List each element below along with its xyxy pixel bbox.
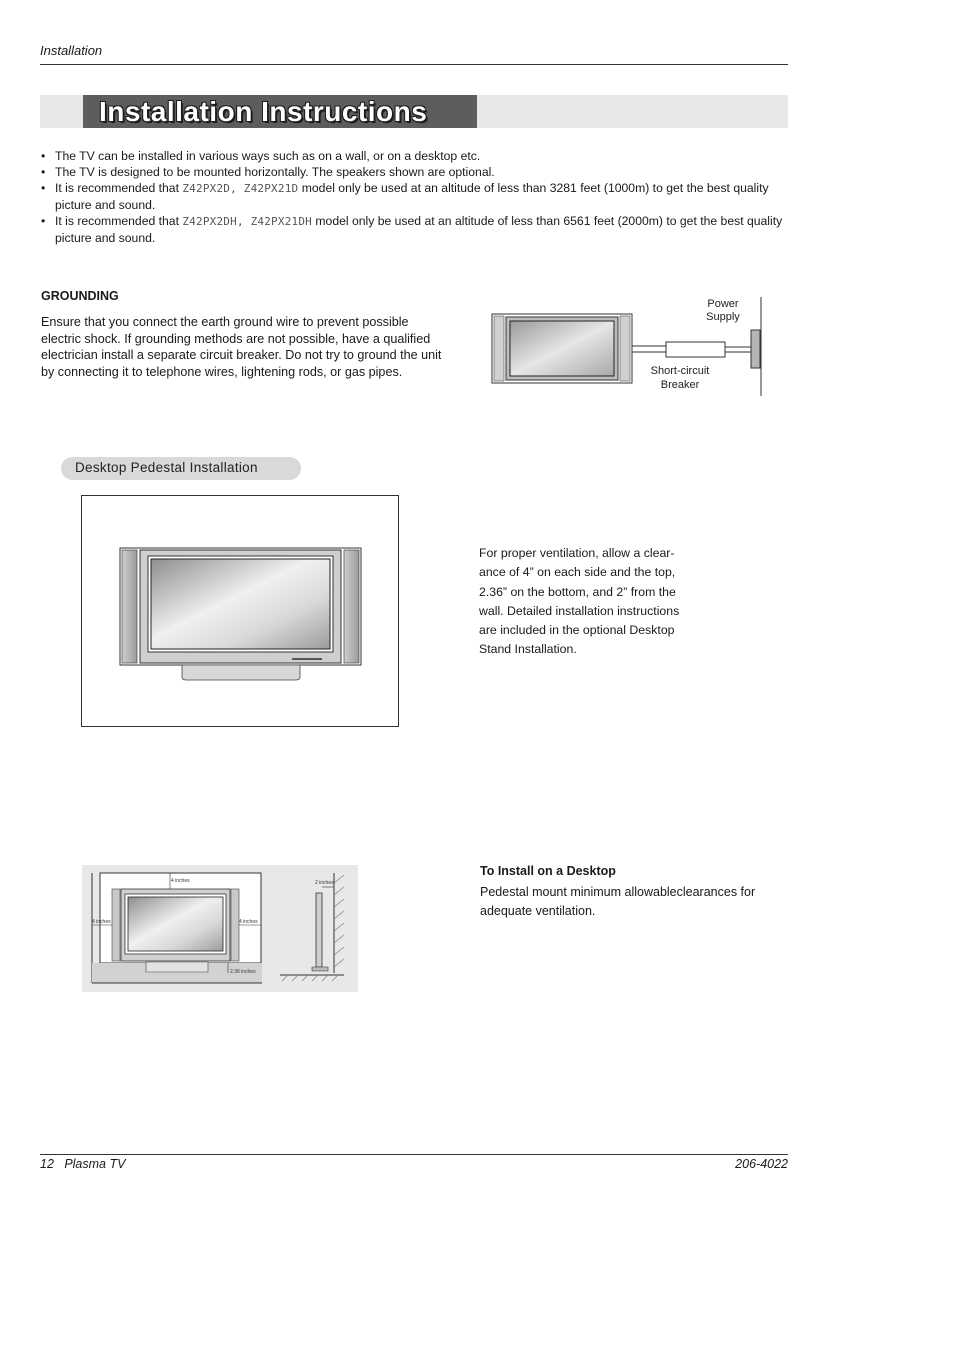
right-speaker xyxy=(344,550,359,663)
running-header: Installation xyxy=(40,43,103,58)
bullet-item: • The TV is designed to be mounted horizontally. The speakers shown are optional. xyxy=(41,165,495,179)
title-box xyxy=(83,95,477,128)
clearance-diagram xyxy=(82,865,358,992)
breaker-box xyxy=(666,342,725,357)
power-supply-label-2: Supply xyxy=(706,311,740,323)
tv-illustration-frame xyxy=(81,495,399,727)
section-pill xyxy=(61,457,301,480)
left-speaker xyxy=(122,550,137,663)
bullet-item: • It is recommended that Z42PX2D, Z42PX21D model only be used at an altitude of less than 3281 feet (1000m) to get the best quality picture and sound. xyxy=(41,181,769,212)
install-text: Pedestal mount minimum allowableclearances for adequate ventilation. xyxy=(480,885,756,918)
tv-screen xyxy=(510,321,614,376)
grounding-text: Ensure that you connect the earth ground wire to prevent possible electric shock. If grounding methods are not possible, have a qualified electrician install a separate circuit breaker. Do not try to ground the unit by connecting it to telephone wires, lightening rods, or gas pipes. xyxy=(41,315,442,379)
clearance-left-label: 4 inches xyxy=(92,919,111,925)
clearance-top-label: 4 inches xyxy=(171,878,190,884)
footer-page-label: 12 Plasma TV xyxy=(40,1157,126,1171)
install-heading: To Install on a Desktop xyxy=(480,864,616,878)
model-number: Z42PX2DH, Z42PX21DH xyxy=(182,215,312,228)
grounding-heading: GROUNDING xyxy=(41,289,119,303)
ventilation-text: For proper ventilation, allow a clear-ance of 4” on each side and the top, 2.36” on the bottom, and 2” from the wall. Detailed installation instructions are included in the optional Desktop Stand Installation. xyxy=(479,546,680,657)
breaker-label-1: Short-circuit xyxy=(650,365,710,377)
clearance-wall-label: 2 inches xyxy=(315,880,334,886)
section-pill-label: Desktop Pedestal Installation xyxy=(75,460,258,475)
power-supply-label-1: Power xyxy=(707,298,739,310)
footer-doc-number: 206-4022 xyxy=(735,1157,788,1171)
clearance-right-label: 4 inches xyxy=(239,919,258,925)
page-title: Installation Instructions xyxy=(99,96,428,127)
left-speaker xyxy=(494,316,504,381)
footer-rule xyxy=(40,1154,788,1155)
breaker-label-2: Breaker xyxy=(660,379,700,391)
bullet-item: • It is recommended that Z42PX2DH, Z42PX21DH model only be used at an altitude of less than 6561 feet (2000m) to get the best quality picture and sound. xyxy=(41,214,783,245)
grounding-diagram xyxy=(488,292,768,402)
bullet-list xyxy=(40,148,788,246)
clearance-bottom-label: 2.36 inches xyxy=(230,969,256,975)
right-speaker xyxy=(620,316,630,381)
power-outlet xyxy=(751,330,760,368)
tv-illustration xyxy=(82,496,398,726)
model-number: Z42PX2D, Z42PX21D xyxy=(182,182,299,195)
tv-screen xyxy=(151,559,330,649)
bullet-item: • The TV can be installed in various ways such as on a wall, or on a desktop etc. xyxy=(41,149,481,163)
tv-pedestal xyxy=(182,665,300,680)
header-rule xyxy=(40,64,788,65)
